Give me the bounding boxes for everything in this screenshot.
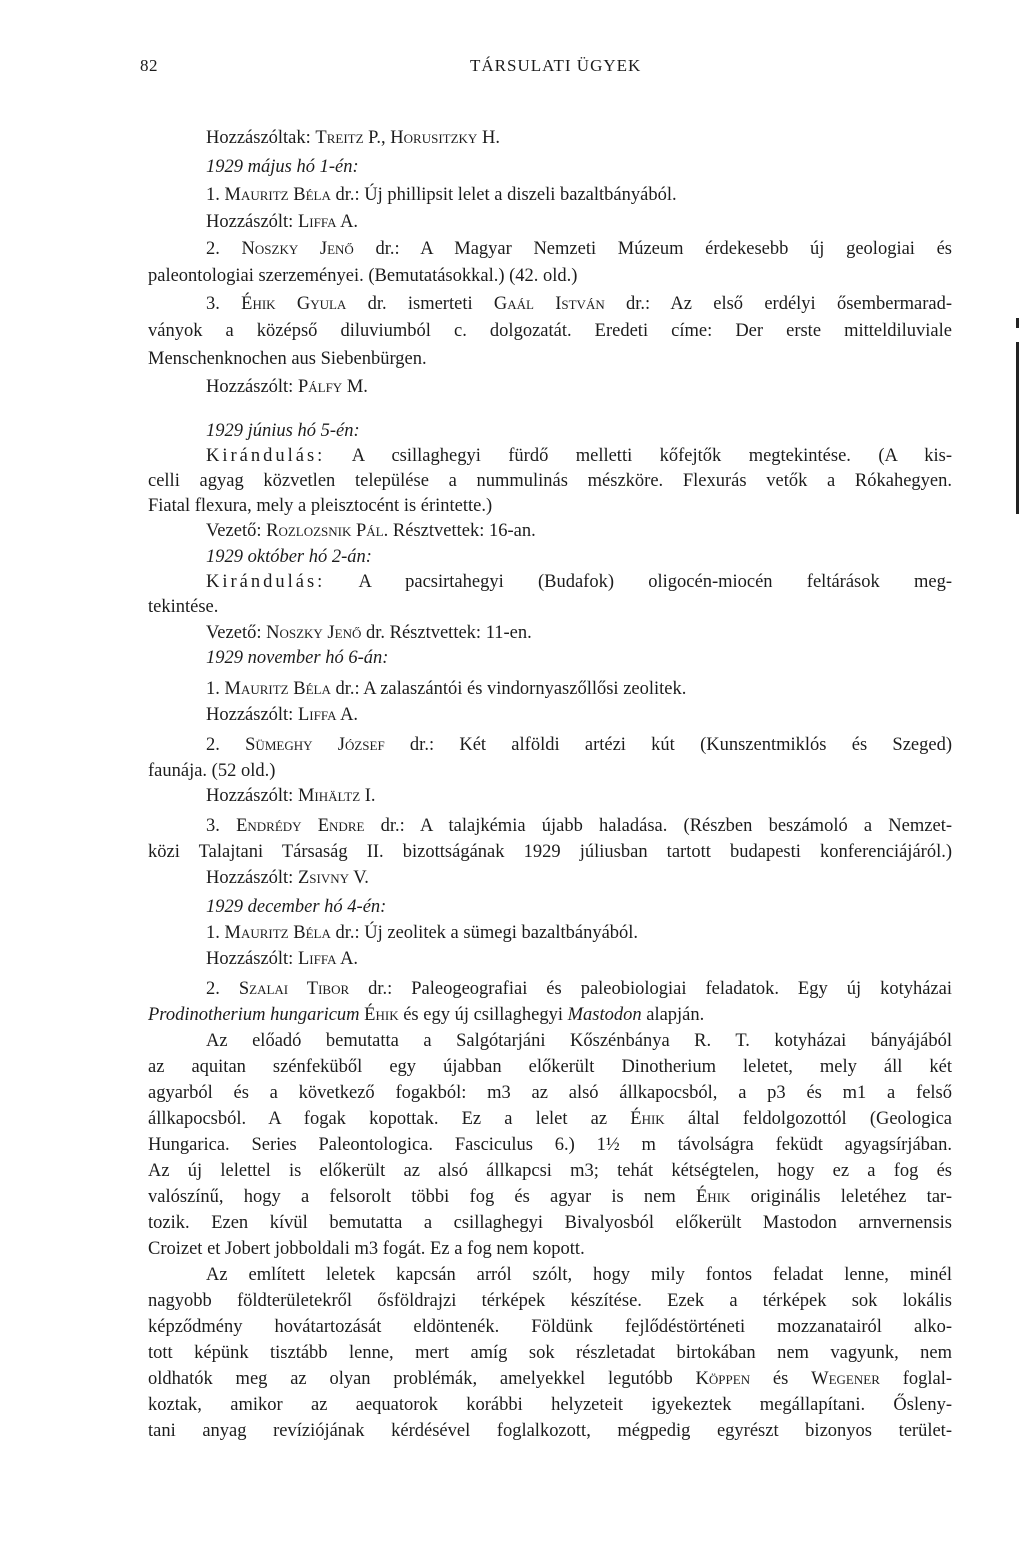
text-line (148, 1003, 952, 1027)
author-name: Noszky Jenő (241, 239, 354, 259)
author-name: Noszky Jenő (266, 623, 362, 643)
text-line (148, 1211, 952, 1235)
author-name: Pálfy (297, 377, 343, 397)
text-span: 2. (206, 239, 242, 259)
text-span: dr.: Az első erdélyi ősembermarad- (604, 294, 953, 314)
text-span: dr.: Paleogeografiai és paleobiologiai feladatok. Egy új kotyházai (349, 979, 952, 999)
text-span: oldhatók meg az olyan problémák, amelyekkel legutóbb (148, 1369, 696, 1389)
text-span: 2. (206, 735, 246, 755)
text-span: Hungarica. Series Paleontologica. Fasciculus 6.) 1½ m távolságra feküdt agyagsírjában. (148, 1135, 952, 1155)
text-span: 1. (206, 923, 225, 943)
text-line (206, 977, 952, 1001)
text-line (148, 759, 952, 783)
text-span: celli agyag közvetlen települése a nummulinás mészköre. Flexurás vetők a Rókahegyen. (148, 471, 952, 491)
text-line (206, 814, 952, 838)
author-name: Éhik Gyula (241, 294, 347, 314)
text-span: I. (360, 786, 376, 806)
text-line (206, 621, 952, 645)
text-line (148, 1107, 952, 1131)
author-name: Éhik (696, 1187, 731, 1207)
text-span: M. (342, 377, 368, 397)
text-line (148, 1289, 952, 1313)
author-name: Éhik (630, 1109, 665, 1129)
text-line (206, 155, 952, 179)
text-line (206, 419, 952, 443)
text-span: A pacsirtahegyi (Budafok) oligocén-miocén feltárások meg- (325, 572, 952, 592)
text-line (148, 1185, 952, 1209)
text-span: dr.: A talajkémia újabb haladása. (Részben beszámoló a Nemzet- (364, 816, 952, 836)
text-line (148, 1055, 952, 1079)
text-span: 1. (206, 679, 225, 699)
text-span: Hozzászólt: (206, 212, 298, 232)
text-line (206, 947, 952, 971)
text-line (206, 183, 952, 207)
scan-edge-mark (1016, 318, 1019, 328)
text-span: Hozzászólt: (206, 949, 298, 969)
text-span: . Résztvettek: 16-an. (383, 521, 536, 541)
text-span: 3. (206, 294, 242, 314)
text-span: dr. Résztvettek: 11-en. (361, 623, 532, 643)
italic-text: Mastodon (567, 1005, 642, 1025)
author-name: Sümeghy József (245, 735, 385, 755)
author-name: Rozlozsnik Pál (266, 521, 384, 541)
text-line (206, 1029, 952, 1053)
text-span: képződmény hovátartozását eldöntenék. Földünk fejlődéstörténeti mozzanatairól alko- (148, 1317, 952, 1337)
text-line (206, 292, 952, 316)
author-name: Wegener (811, 1369, 880, 1389)
text-span: tekintése. (148, 597, 219, 617)
author-name: Éhik (364, 1005, 399, 1025)
author-name: Liffa (297, 949, 337, 969)
text-span: faunája. (52 old.) (148, 761, 276, 781)
text-line (148, 1393, 952, 1417)
text-span: Menschenknochen aus Siebenbürgen. (148, 349, 427, 369)
author-name: Horusitzky (390, 128, 478, 148)
italic-text: Prodinotherium hungaricum (148, 1005, 360, 1025)
author-name: Endrédy Endre (236, 816, 365, 836)
text-span: tani anyag revíziójának kérdésével foglalkozott, mégpedig egyrészt bizonyos terület- (148, 1421, 952, 1441)
text-span: V. (348, 868, 369, 888)
text-line (148, 494, 952, 518)
text-span: dr. ismerteti (346, 294, 494, 314)
text-line (206, 677, 952, 701)
text-line (206, 126, 952, 150)
text-span: az aquitan szénfeküből egy újabban előkerült Dinotherium leletet, mely áll két (148, 1057, 952, 1077)
text-span: A csillaghegyi fürdő melletti kőfejtők megtekintése. (A kis- (325, 446, 952, 466)
text-span: 1. (206, 185, 225, 205)
author-name: Szalai Tibor (238, 979, 350, 999)
text-span: 2. (206, 979, 239, 999)
author-name: Köppen (695, 1369, 751, 1389)
text-span: dr.: Új zeolitek a sümegi bazaltbányából. (330, 923, 639, 943)
scan-edge-mark (1016, 342, 1019, 514)
spaced-heading: Kirándulás: (206, 446, 326, 466)
text-span: Hozzászólt: (206, 868, 298, 888)
text-span: paleontologiai szerzeményei. (Bemutatásokkal.) (42. old.) (148, 266, 578, 286)
text-span: P., (363, 128, 391, 148)
text-span: Hozzászólt: (206, 705, 298, 725)
text-span: A. (336, 949, 359, 969)
italic-text: 1929 május hó 1-én: (206, 157, 359, 177)
text-span: Vezető: (206, 521, 267, 541)
text-line (148, 319, 952, 343)
text-span: alapján. (641, 1005, 705, 1025)
text-span: originális leletéhez tar- (730, 1187, 952, 1207)
text-line (148, 469, 952, 493)
text-line (206, 545, 952, 569)
text-line (206, 570, 952, 594)
text-line (206, 703, 952, 727)
text-line (206, 210, 952, 234)
text-span: valószínű, hogy a felsorolt többi fog és agyar is nem (148, 1187, 696, 1207)
text-line (148, 595, 952, 619)
text-line (206, 444, 952, 468)
text-span: Az új lelettel is előkerült az alsó állkapcsi m3; tehát kétségtelen, hogy ez a fog és (148, 1161, 952, 1181)
text-line (148, 1081, 952, 1105)
author-name: Treitz (315, 128, 364, 148)
text-line (206, 921, 952, 945)
text-span: dr.: A Magyar Nemzeti Múzeum érdekesebb új geologiai és (353, 239, 952, 259)
text-span: 3. (206, 816, 237, 836)
text-line (206, 519, 952, 543)
text-line (148, 1367, 952, 1391)
text-line (148, 1419, 952, 1443)
text-span: tott képünk tisztább lenne, mert amíg sok részletadat birtokában nem vagyunk, nem (148, 1343, 952, 1363)
text-span: koztak, amikor az aequatorok korábbi helyzeteit igyekeztek megállapítani. Ősleny- (148, 1395, 952, 1415)
text-span: dr.: A zalaszántói és vindornyaszőllősi zeolitek. (330, 679, 687, 699)
text-line (206, 895, 952, 919)
text-span: állkapocsból. A fogak kopottak. Ez a lelet az (148, 1109, 631, 1129)
text-span: A. (336, 705, 359, 725)
text-span: és egy új csillaghegyi (398, 1005, 568, 1025)
text-span: és (750, 1369, 812, 1389)
text-line (206, 733, 952, 757)
text-span: H. (477, 128, 500, 148)
text-span: közi Talajtani Társaság II. bizottságának 1929 júliusban tartott budapesti konferenciájáról.) (148, 842, 952, 862)
text-span: Vezető: (206, 623, 267, 643)
italic-text: 1929 október hó 2-án: (206, 547, 372, 567)
text-line (148, 1315, 952, 1339)
author-name: Mauritz Béla (224, 185, 331, 205)
text-line (148, 1341, 952, 1365)
text-line (148, 264, 952, 288)
italic-text: 1929 november hó 6-án: (206, 648, 389, 668)
text-line (148, 347, 952, 371)
text-span: ványok a középső diluviumból c. dolgozatát. Eredeti címe: Der erste mitteldiluviale (148, 321, 952, 341)
text-span: Az előadó bemutatta a Salgótarjáni Kőszénbánya R. T. kotyházai bányájából (206, 1031, 952, 1051)
author-name: Liffa (297, 705, 337, 725)
running-title: TÁRSULATI ÜGYEK (470, 56, 642, 75)
text-span: Croizet et Jobert jobboldali m3 fogát. Ez a fog nem kopott. (148, 1239, 585, 1259)
text-line (148, 840, 952, 864)
text-span: nagyobb földterületekről ősföldrajzi térképek készítése. Ezek a térképek sok lokális (148, 1291, 952, 1311)
spaced-heading: Kirándulás: (206, 572, 326, 592)
text-span: Hozzászólt: (206, 786, 298, 806)
text-span: Hozzászólt: (206, 377, 298, 397)
text-span: Az említett leletek kapcsán arról szólt, hogy mily fontos feladat lenne, minél (206, 1265, 952, 1285)
text-span: foglal- (879, 1369, 952, 1389)
text-span: agyarból és a következő fogakból: m3 az alsó állkapocsból, a p3 és m1 a felső (148, 1083, 952, 1103)
text-line (148, 1159, 952, 1183)
author-name: Mauritz Béla (224, 679, 331, 699)
text-span: tozik. Ezen kívül bemutatta a csillaghegyi Bivalyosból előkerült Mastodon arnvernensis (148, 1213, 952, 1233)
author-name: Mihältz (297, 786, 361, 806)
text-line (206, 375, 952, 399)
text-line (148, 1237, 952, 1261)
text-line (206, 784, 952, 808)
italic-text: 1929 június hó 5-én: (206, 421, 360, 441)
text-span: A. (336, 212, 359, 232)
text-span: dr.: Új phillipsit lelet a diszeli bazaltbányából. (330, 185, 677, 205)
text-line (206, 866, 952, 890)
author-name: Gaál István (493, 294, 605, 314)
author-name: Mauritz Béla (224, 923, 331, 943)
author-name: Liffa (297, 212, 337, 232)
text-span: Hozzászóltak: (206, 128, 316, 148)
text-span: Fiatal flexura, mely a pleisztocént is érintette.) (148, 496, 493, 516)
text-span: által feldolgozottól (Geologica (664, 1109, 953, 1129)
page-number: 82 (140, 56, 158, 75)
italic-text: 1929 december hó 4-én: (206, 897, 387, 917)
text-line (206, 646, 952, 670)
text-line (148, 1133, 952, 1157)
text-line (206, 237, 952, 261)
text-line (206, 1263, 952, 1287)
author-name: Zsivny (297, 868, 349, 888)
text-span: dr.: Két alföldi artézi kút (Kunszentmiklós és Szeged) (384, 735, 952, 755)
